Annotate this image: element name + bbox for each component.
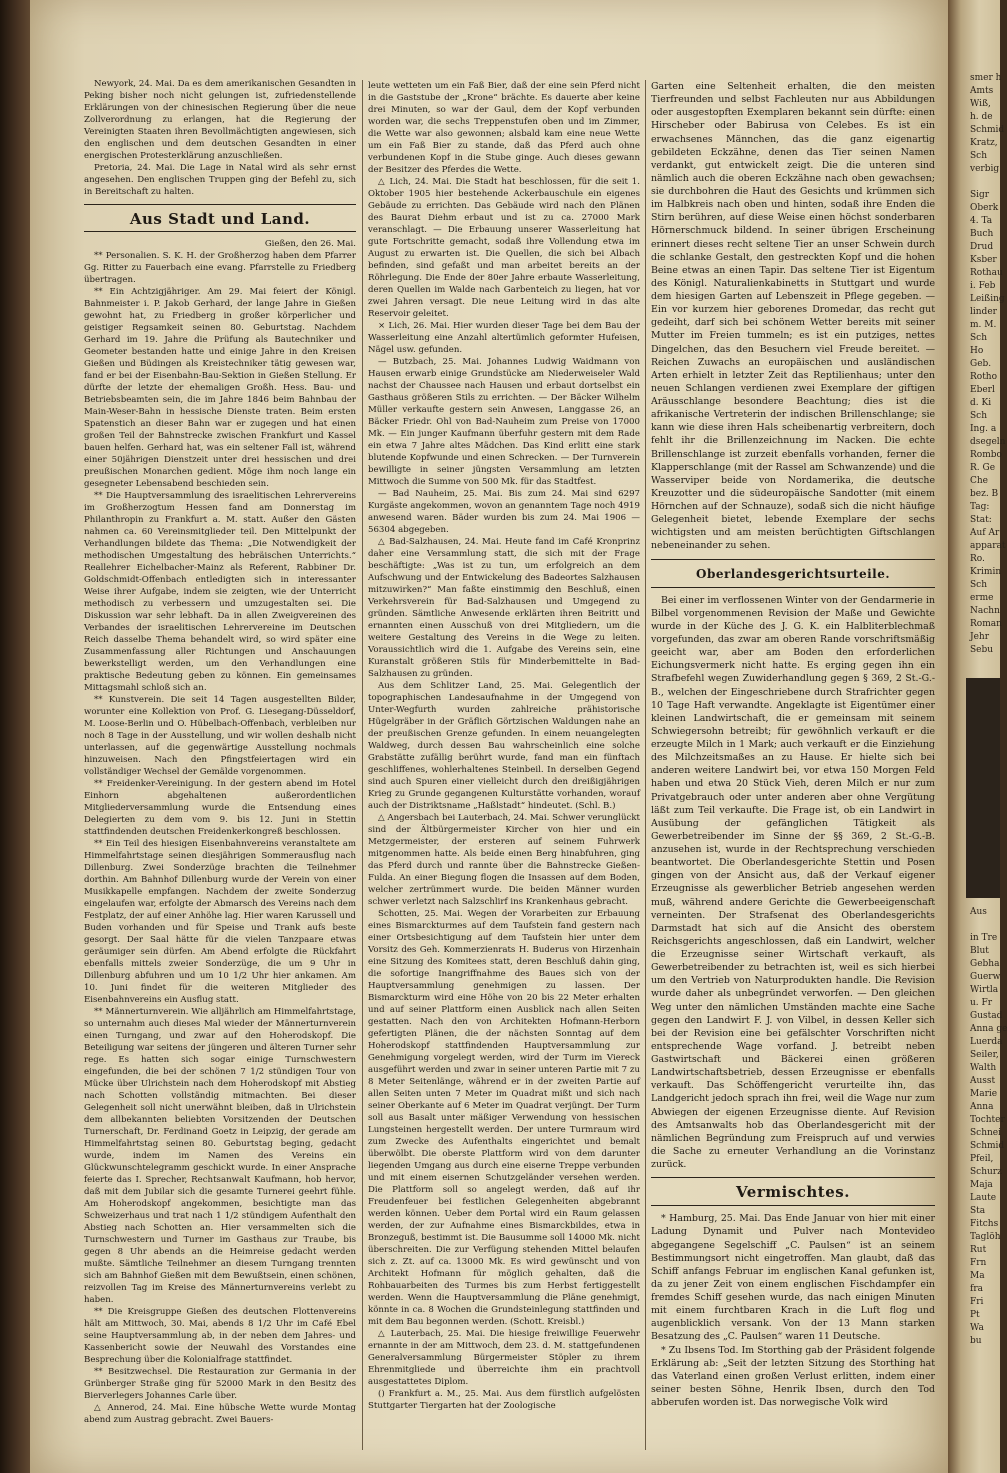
adjacent-page-text bbox=[948, 0, 1007, 1348]
adjacent-text-line: Blut bbox=[970, 946, 989, 956]
news-annerod-cont: leute wetteten um ein Faß Bier, daß der eine sein Pferd nicht in die Gaststube der „Krone“ brächte. Es dauerte aber keine drei Minuten, so war der Gaul, dem der Kopf verbunden worden war, die sechs Treppenstufen oben und im Zimmer, die Wette war also gewonnen; alsbald kam eine neue Wette um ein Faß Bier zu stande, daß das Pferd auch ohne verbundenen Kopf in die Stube ginge. Auch dieses gewann der Besitzer des Pferdes die Wette. bbox=[368, 81, 640, 175]
column-2 bbox=[368, 80, 640, 1412]
column-rule bbox=[362, 80, 363, 1450]
adjacent-text-line: Maja bbox=[970, 1180, 993, 1190]
news-pretoria: Pretoria, 24. Mai. Die Lage in Natal wird als sehr ernst angesehen. Den englischen Truppen ging der Befehl zu, sich in Bereitschaft zu halten. bbox=[84, 163, 356, 197]
adjacent-text-line: in Tre bbox=[970, 933, 998, 943]
news-achtzigjaehriger: ** Ein Achtzigjähriger. Am 29. Mai feiert der Königl. Bahnmeister i. P. Jakob Gerhard, der lange Jahre in Gießen gewohnt hat, zu Friedberg in großer körperlicher und geistiger Regsamkeit seinen 80. Geburtstag. Nachdem Gerhard im 19. Jahre die Prüfung als Bautechniker und Geometer bestanden hatte und einige Jahre in den Kreisen Gießen und Büdingen als Kreistechniker tätig gewesen war, fand er bei der Eisenbahn-Bau-Sektion in Gießen Stellung. Er dürfte der letzte der ehemaligen Großh. Hess. Bau- und Betriebsbeamten sein, die im Jahre 1846 beim Bahnbau der Main-Weser-Bahn in hessische Dienste traten. Beim ersten Spatenstich an dieser Bahn war er zugegen und hat einen großen Teil der Bahnstrecke zwischen Frankfurt und Kassel bauen helfen. Gerhard hat, was ein seltener Fall ist, während einer 50jährigen Dienstzeit unter drei hessischen und drei preußischen Monarchen gedient. Möge ihm noch lange ein gesegneter Lebensabend beschieden sein. bbox=[84, 287, 356, 489]
adjacent-text-line: m. M. bbox=[970, 320, 997, 330]
column-1 bbox=[84, 78, 356, 1426]
adjacent-text-line: Nachn bbox=[970, 606, 1000, 616]
adjacent-text-line: verbig bbox=[970, 164, 1000, 174]
section-title-stadt-und-land: Aus Stadt und Land. bbox=[129, 210, 311, 228]
adjacent-text-line: bez. B bbox=[970, 489, 999, 499]
adjacent-text-line: fra bbox=[970, 1284, 983, 1294]
adjacent-text-line: smer h bbox=[970, 73, 1002, 83]
dateline: Gießen, den 26. Mai. bbox=[264, 239, 356, 249]
news-besitzwechsel: ** Besitzwechsel. Die Restauration zur Germania in der Grünberger Straße ging für 52000 Mark in den Besitz des Bierverlegers Johannes Carle über. bbox=[84, 1367, 356, 1401]
adjacent-text-line: Tochter bbox=[970, 1115, 1005, 1125]
adjacent-text-line: Taglöh bbox=[970, 1232, 1001, 1242]
adjacent-text-line: i. Feb bbox=[970, 281, 996, 291]
adjacent-text-line: Jehr bbox=[970, 632, 990, 642]
adjacent-text-line: Gebha bbox=[970, 959, 1000, 969]
section-title-oberlandesgerichtsurteile: Oberlandesgerichtsurteile. bbox=[695, 566, 891, 581]
adjacent-text-line: Walth bbox=[970, 1063, 997, 1073]
adjacent-text-line: Schurz bbox=[970, 1167, 1002, 1177]
adjacent-text-line: Rotho bbox=[970, 372, 998, 382]
adjacent-text-line: Stat: bbox=[970, 515, 992, 525]
adjacent-text-line: Ing. a bbox=[970, 424, 997, 434]
news-lehrerverein: ** Die Hauptversammlung des israelitischen Lehrervereins im Großherzogtum Hessen fand am Donnerstag im Philanthropin zu Frankfurt a. M. statt. Außer den Gästen nahmen ca. 60 Vereinsmitglieder teil. Den Mittelpunkt der Verhandlungen bildete das Thema: „Die Notwendigkeit der methodischen Umgestaltung des hebräischen Unterrichts.“ Reallehrer Eichelbacher-Mainz als Referent, Rabbiner Dr. Goldschmidt-Offenbach entledigten sich in interessanter Weise ihrer Aufgabe, indem sie zeigten, wie der Unterricht methodisch zu verbessern und umzugestalten sei. Die Diskussion war sehr lebhaft. Da in allen Zweigvereinen des Verbandes der israelitischen Lehrervereine im Deutschen Reich dasselbe Thema behandelt wird, so wird später eine Zusammenfassung aller Richtungen und Anschauungen bewerkstelligt werden, um den Verhandlungen eine praktische Bedeutung geben zu können. Ein gemeinsames Mittagsmahl schloß sich an. bbox=[84, 491, 356, 693]
adjacent-text-line: Wiß, bbox=[970, 99, 991, 109]
column-rule bbox=[645, 80, 646, 1450]
news-annerod: △ Annerod, 24. Mai. Eine hübsche Wette wurde Montag abend zum Austrag gebracht. Zwei Bauers- bbox=[84, 1403, 356, 1425]
adjacent-text-line: Roman bbox=[970, 619, 1002, 629]
section-header-box bbox=[84, 204, 356, 232]
adjacent-text-line bbox=[948, 176, 1000, 189]
adjacent-text-line: Wirtla bbox=[970, 985, 999, 995]
adjacent-text-line: Buch bbox=[970, 229, 994, 239]
adjacent-ad-block bbox=[966, 678, 1000, 898]
adjacent-text-line: Aus bbox=[970, 907, 987, 917]
news-zoo-cont: Garten eine Seltenheit erhalten, die den meisten Tierfreunden und selbst Fachleuten nur aus Abbildungen oder ausgestopften Exemplaren bekannt sein dürfte: einen Hirscheber oder Babirusa von Celebes. Es ist ein erwachsenes Männchen, das die ganz eigenartig gebildeten Eckzähne, denen das Tier seinen Namen verdankt, gut entwickelt zeigt. Die die unteren sind nämlich auch die oberen Eckzähne nach oben gewachsen; sie durchbohren die Haut des Gesichts und krümmen sich im Halbkreis nach oben und hinten, sodaß ihre Enden die Stirn berühren, auf diese Weise einen höchst sonderbaren Hörnerschmuck bildend. In seiner übrigen Erscheinung erinnert dieses recht seltene Tier an unser Schwein durch die schlanke Gestalt, den gestreckten Kopf und die hohen Beine etwas an einen Tapir. Das seltene Tier ist Eigentum des Königl. Naturalienkabinetts in Stuttgart und wurde dem hiesigen Garten auf Lebenszeit in Pflege gegeben. — Ein vor kurzem hier geborenes Dromedar, das recht gut gedeiht, darf sich bei schönem Wetter bereits mit seiner Mutter im Freien tummeln; es ist ein putziges, nettes Dingelchen, das den Besuchern viel Freude bereitet. — Reichen Zuwachs an europäischen und ausländischen Arten erhielt in letzter Zeit das Reptilienhaus; unter den neuen Schlangen verdienen zwei Exemplare der giftigen Aräusschlange besondere Beachtung; dies ist die afrikanische Vertreterin der indischen Brillenschlange; sie kann wie diese ihren Hals scheibenartig verbreitern, doch fehlt ihr die Brillenzeichnung im Nacken. Die echte Brillenschlange ist zurzeit ebenfalls vorhanden, ferner die Klapperschlange (mit der Rassel am Schwanzende) und die Wasserviper beide von Nordamerika, die deutsche Kreuzotter und die südeuropäische Sandotter (mit einem Hörnchen auf der Schnauze), sodaß sich die nicht häufige Gelegenheit bietet, lebende Exemplare der sechs wichtigsten und am meisten berüchtigten Giftschlangen nebeneinander zu sehen. bbox=[651, 81, 935, 552]
adjacent-text-line: linder bbox=[970, 307, 997, 317]
news-kunstverein: ** Kunstverein. Die seit 14 Tagen ausgestellten Bilder, worunter eine Kollektion von Prof. G. Liesegang-Düsseldorf, M. Loose-Berlin und O. Hübelbach-Offenbach, verbleiben nur noch 8 Tage in der Ausstellung, und wir wollen deshalb nicht unterlassen, auf die gegenwärtige Ausstellung nochmals hinzuweisen. Nach den Pfingstfeiertagen wird ein vollständiger Wechsel der Gemälde vorgenommen. bbox=[84, 695, 356, 777]
adjacent-text-line: Che bbox=[970, 476, 989, 486]
news-frankfurt: () Frankfurt a. M., 25. Mai. Aus dem fürstlich aufgelösten Stuttgarter Tiergarten hat der Zoologische bbox=[368, 1389, 640, 1411]
news-flottenverein: ** Die Kreisgruppe Gießen des deutschen Flottenvereins hält am Mittwoch, 30. Mai, abends 8 1/2 Uhr im Café Ebel seine Hauptversammlung ab, in der neben dem Jahres- und Kassenbericht sowie der Neuwahl des Vorstandes eine Besprechung über die Kolonialfrage stattfindet. bbox=[84, 1307, 356, 1365]
adjacent-text-line bbox=[948, 919, 1000, 932]
adjacent-text-line: Sch bbox=[970, 151, 988, 161]
adjacent-text-line: Schmid bbox=[970, 1141, 1005, 1151]
news-lauterbach: △ Lauterbach, 25. Mai. Die hiesige freiwillige Feuerwehr ernannte in der am Mittwoch, dem 23. d. M. stattgefundenen Generalversammlung Bürgermeister Stöpler zu ihrem Ehrenmitgliede und überreichte ihm ein prachtvoll ausgestattetes Diplom. bbox=[368, 1329, 640, 1387]
news-butzbach: — Butzbach, 25. Mai. Johannes Ludwig Waidmann von Hausen erwarb einige Grundstücke am Niederweiseler Wald nachst der Chaussee nach Hausen und erbaut dortselbst ein Gasthaus größeren Stils zu errichten. — Der Bäcker Wilhelm Müller verkaufte gestern sein Anwesen, Langgasse 26, an Bäcker Friedr. Ohl von Bad-Nauheim zum Preise von 17000 Mk. — Ein junger Kaufmann überfuhr gestern mit dem Rade ein etwa 7 Jahre altes Mädchen. Das Kind erlitt eine stark blutende Kopfwunde und einen Schrecken. — Der Turnverein bewilligte in seiner jüngsten Versammlung am letzten Mittwoch die Summe von 500 Mk. für das Stadtfest. bbox=[368, 357, 640, 487]
adjacent-text-line: Drud bbox=[970, 242, 994, 252]
adjacent-text-line: Tag: bbox=[970, 502, 990, 512]
adjacent-text-line: Geb. bbox=[970, 359, 992, 369]
adjacent-text-line: Sch bbox=[970, 411, 988, 421]
adjacent-text-line: Gustad bbox=[970, 1011, 1003, 1021]
adjacent-text-line: Sch bbox=[970, 580, 988, 590]
adjacent-text-line: Leißing bbox=[970, 294, 1005, 304]
adjacent-text-line: Luerda bbox=[970, 1037, 1003, 1047]
section-title-vermischtes: Vermischtes. bbox=[736, 1183, 850, 1202]
adjacent-text-line: Rombo bbox=[970, 450, 1002, 460]
news-ibsen: * Zu Ibsens Tod. Im Storthing gab der Präsident folgende Erklärung ab: „Seit der letzten Sitzung des Storthing hat das Vaterland einen großen Verlust erlitten, indem einer seiner besten Söhne, Henrik Ibsen, durch den Tod abberufen worden ist. Das norwegische Volk wird bbox=[651, 1344, 935, 1408]
adjacent-text-line bbox=[948, 657, 1000, 670]
adjacent-text-line: Ro. bbox=[970, 554, 985, 564]
adjacent-text-line: Laute bbox=[970, 1193, 997, 1203]
news-lich-2: × Lich, 26. Mai. Hier wurden dieser Tage bei dem Bau der Wasserleitung eine Anzahl altertümlich geformter Hufeisen, Nägel usw. gefunden. bbox=[368, 321, 640, 355]
adjacent-text-line: Seiler, bbox=[970, 1050, 999, 1060]
adjacent-page bbox=[948, 0, 1007, 1473]
news-gerichtsurteil: Bei einer im verflossenen Winter von der Gendarmerie in Bilbel vorgenommenen Revision der Maße und Gewichte wurde in der Küche des J. G. K. ein Halbliterblechmaß vorgefunden, das zwar am oberen Rande vorschriftsmäßig geeicht war, aber am Boden den erforderlichen Eichungsvermerk nicht hatte. Es erging gegen ihn ein Strafbefehl wegen Zuwiderhandlung gegen § 369, 2 St.-G.-B., welchen der Eingeschriebene durch Strafrichter gegen 10 Tage Haft verwandte. Angeklagte ist Eigentümer einer kleinen Landwirtschaft, die er gemeinsam mit seinem Schwiegersohn betreibt; für gewöhnlich verkauft er die erzeugte Milch in 1 Mark; auch verkauft er die Einziehung des Milchzeitsmaßes an zu Hause. Er hielte sich bei anderen weitere Landwirt bei, vor etwa 150 Morgen Feld haben und etwa 20 Stück Vieh, deren Milch er nur zum Privatgebrauch oder unter anderen aber ohne Vergütung läßt zum Teil verkaufte. Die Frage ist, ob ein Landwirt in Ausübung der gefänglichen Tätigkeit als Gewerbetreibender im Sinne der §§ 369, 2 St.-G.-B. anzusehen ist, wurde in der Rechtsprechung verschieden beantwortet. Die Oberlandesgerichte Stettin und Posen gingen von der Ansicht aus, daß der Verkauf eigener Erzeugnisse als gewerblicher Betrieb angesehen werden muß, während andere Gerichte die Gewerbeeigenschaft verneinten. Der Strafsenat des Oberlandesgerichts Darmstadt hat sich auf die Ansicht des oberstem Reichsgerichts angeschlossen, daß ein Landwirt, welcher die Erzeugnisse seiner Wirtschaft verkauft, als Gewerbetreibender zu betrachten ist, weil es sich hierbei um den Vertrieb von Naturprodukten handle. Die Revision wurde daher als unbegründet verworfen. — Den gleichen Weg unter den nämlichen Umständen machte eine Sache gegen den Landwirt F. J. von Vilbel, in dessen Keller sich bei der Revision eine bei gefälschter Vorschriften nicht entsprechende Wage vorfand. J. betreibt neben Gastwirtschaft und Bäckerei einen größeren Landwirtschaftsbetrieb, dessen Erzeugnisse er ebenfalls verkauft. Das Schöffengericht verurteilte ihn, das Landgericht jedoch sprach ihn frei, weil die Wage nur zum Abwiegen der eigenen Erzeugnisse diente. Auf Revision des Amtsanwalts hob das Oberlandesgericht mit der nämlichen Begründung zum Freispruch auf und verwies die Sache zu erneuter Verhandlung an die Vorinstanz zurück. bbox=[651, 594, 935, 1170]
news-schotten: Schotten, 25. Mai. Wegen der Vorarbeiten zur Erbauung eines Bismarckturmes auf dem Taufstein fand gestern nach einer Ortsbesichtigung auf dem Taufstein hier unter dem Vorsitz des Geh. Kommerzienrats H. Buderus von Hirzenhain eine Sitzung des Komitees statt, deren Beschluß dahin ging, die sofortige Inangriffnahme des Baues sich von der Hauptversammlung genehmigen zu lassen. Der Bismarckturm wird eine Höhe von 20 bis 22 Meter erhalten und auf seiner Plattform einen Ausblick nach allen Seiten gestatten. Nach den von Architekten Hofmann-Herborn gefertigten Plänen, die der nächsten Sonntag auf dem Hoherodskopf stattfindenden Hauptversammlung zur Genehmigung vorgelegt werden, wird der Turm im Viereck ausgeführt werden und zwar in seiner unteren Partie mit 7 zu 8 Meter Seitenlänge, während er in der zweiten Partie auf allen Seiten unten 7 Meter im Quadrat mißt und sich nach seiner Oberkante auf 6 Meter im Quadrat verjüngt. Der Turm soll aus Basalt unter mäßiger Verwendung von hessischen Lungsteinen hergestellt werden. Der untere Turmraum wird zum Zwecke des Aufenthalts eingerichtet und bemalt überwölbt. Die oberste Plattform wird von dem darunter liegenden Umgang aus durch eine eiserne Treppe verbunden und mit einem eisernen Schutzgeländer versehen werden. Die Plattform soll so angelegt werden, daß auf ihr Freudenfeuer bei festlichen Gelegenheiten abgebrannt werden können. Ueber dem Portal wird ein Raum gelassen werden, der zur Aufnahme eines Bismarckbildes, etwa in Bronzeguß, bestimmt ist. Die Bausumme soll 14000 Mk. nicht überschreiten. Die zur Verfügung stehenden Mittel belaufen sich z. Zt. auf ca. 13000 Mk. Es wird gewünscht und von Architekt Hofmann für möglich gehalten, daß die Rohbauarbeiten des Turmes bis zum Herbst fertiggestellt werden. Wenn die Hauptversammlung die Pläne genehmigt, könnte in ca. 8 Wochen die Grundsteinlegung stattfinden und mit dem Bau begonnen werden. (Schott. Kreisbl.) bbox=[368, 909, 640, 1327]
adjacent-text-line: bu bbox=[970, 1336, 982, 1346]
adjacent-text-line: Auf Ar bbox=[970, 528, 1000, 538]
news-angersbach: △ Angersbach bei Lauterbach, 24. Mai. Schwer verunglückt sind der Ältbürgermeister Kircher von hier und ein Metzgermeister, der ersteren auf seinem Fuhrwerk mitgenommen hatte. Als beide einen Berg hinabfuhren, ging das Pferd durch und rannte über die Bahnstrecke Gießen-Fulda. An einer Biegung flogen die Insassen auf dem Boden, welcher zertrümmert wurde. Die beiden Männer wurden schwer verletzt nach Salzschlirf ins Krankenhaus gebracht. bbox=[368, 813, 640, 907]
adjacent-text-line: Wa bbox=[970, 1323, 984, 1333]
news-schlitzer-land: Aus dem Schlitzer Land, 25. Mai. Gelegentlich der topographischen Landesaufnahme in der Umgegend von Unter-Wegfurth wurden zahlreiche prähistorische Hügelgräber in der Gräflich Görtzischen Waldungen nahe an der preußischen Grenze gefunden. In einem neuangelegten Waldweg, durch dessen Bau wahrscheinlich eine solche Grabstätte zufällig berührt wurde, fand man ein fünftach geschliffenes, wohlerhaltenes Steinbeil. In derselben Gegend sind auch Spuren einer vielleicht durch den dreißigjährigen Krieg zu Grunde gegangenen Kulturstätte vorhanden, worauf auch der Distriktsname „Haßlstadt“ hindeutet. (Schl. B.) bbox=[368, 681, 640, 811]
adjacent-text-line: Sigr bbox=[970, 190, 990, 200]
adjacent-text-line: Schnei bbox=[970, 1128, 1002, 1138]
news-freidenker: ** Freidenker-Vereinigung. In der gestern abend im Hotel Einhorn abgehaltenen außerordentlichen Mitgliederversammlung wurde die Entsendung eines Delegierten zu dem vom 9. bis 12. Juni in Stettin stattfindenden deutschen Freidenkerkongreß beschlossen. bbox=[84, 779, 356, 837]
adjacent-text-line: Kratz, bbox=[970, 138, 998, 148]
adjacent-text-line: Pt bbox=[970, 1310, 980, 1320]
adjacent-text-line: d. Ki bbox=[970, 398, 992, 408]
adjacent-text-line: h. de bbox=[970, 112, 993, 122]
adjacent-text-line: R. Ge bbox=[970, 463, 996, 473]
adjacent-text-line: Sebu bbox=[970, 645, 994, 655]
adjacent-text-line: Rut bbox=[970, 1245, 987, 1255]
section-header-box bbox=[651, 1177, 935, 1206]
news-newyork: Newyork, 24. Mai. Da es dem amerikanischen Gesandten in Peking bisher noch nicht gelungen ist, zufriedenstellende Erklärungen von der chinesischen Regierung über die neue Zollverordnung zu erlangen, hat die Regierung der Vereinigten Staaten ihren Bevollmächtigten angewiesen, sich den englischen und dem deutschen Gesandten in einer energischen Protesterklärung anzuschließen. bbox=[84, 79, 356, 161]
adjacent-text-line: Fri bbox=[970, 1297, 984, 1307]
news-maennerturnverein: ** Männerturnverein. Wie alljährlich am Himmelfahrtstage, so unternahm auch dieses Mal wieder der Männerturnverein einen Turngang, und zwar auf den Hoherodskopf. Die Beteiligung war seitens der jüngeren und älteren Turner sehr rege. Es hatten sich sogar einige Turnschwestern eingefunden, die bei der schönen 7 1/2 stündigen Tour von Mücke über Ulrichstein nach dem Hoherodskopf mit Abstieg nach Schotten vollständig mitmachten. Bei dieser Gelegenheit soll nicht unerwähnt bleiben, daß in Ulrichstein dem allbekannten beliebten Vorsitzenden der Deutschen Turnerschaft, Dr. Ferdinand Goetz in Leipzig, der gerade am Himmelfahrtstag seinen 80. Geburtstag beging, gedacht wurde, indem im Namen des Vereins ein Glückwunschtelegramm geschickt wurde. In einer Ansprache feierte das I. Sprecher, Rechtsanwalt Kaufmann, hob hervor, daß mit dem Jubilar sich die gesamte Turnerei geehrt fühle. Am Hoherodskopf angekommen, besichtigte man das Schweizerhaus und trat nach 1 1/2 stündigem Aufenthalt den Abstieg nach Schotten an. Hier versammelten sich die Turnschwestern und Turner im Gasthaus zur Traube, bis gegen 8 Uhr abends an die Heimreise gedacht werden mußte. Sämtliche Teilnehmer an diesem Turngang trennten sich am Bahnhof Gießen mit dem Bewußtsein, einen schönen, reizvollen Tag im Kreise des Männerturnvereins verlebt zu haben. bbox=[84, 1007, 356, 1305]
adjacent-text-line: Fitchs bbox=[970, 1219, 999, 1229]
adjacent-text-line: Marie bbox=[970, 1089, 998, 1099]
column-3 bbox=[651, 80, 935, 1409]
news-personalien: ** Personalien. S. K. H. der Großherzog haben dem Pfarrer Gg. Ritter zu Fauerbach eine evang. Pfarrstelle zu Friedberg übertragen. bbox=[84, 251, 356, 285]
adjacent-text-line: Anna ge bbox=[970, 1024, 1007, 1034]
news-hamburg: * Hamburg, 25. Mai. Das Ende Januar von hier mit einer Ladung Dynamit und Pulver nach Montevideo abgegangene Segelschiff „C. Paulsen“ ist an seinem Bestimmungsort nicht eingetroffen. Man glaubt, daß das Schiff anfangs Februar im englischen Kanal gefunken ist, da zu jener Zeit von einem englischen Fischdampfer ein fremdes Schiff gesehen wurde, das nach einigen Minuten mit einem furchtbaren Krach in die Luft flog und augenblicklich versank. Von der 13 Mann starken Besatzung des „C. Paulsen“ waren 11 Deutsche. bbox=[651, 1213, 935, 1343]
news-bad-salzhausen: △ Bad-Salzhausen, 24. Mai. Heute fand im Café Kronprinz daher eine Versammlung statt, die sich mit der Frage beschäftigte: „Was ist zu tun, um erfolgreich an dem Aufschwung und der Entwickelung des Badeortes Salzhausen mitzuwirken?“ Man faßte einstimmig den Beschluß, einen Verkehrsverein für Bad-Salzhausen und Umgegend zu gründen. Sämtliche Anwesende erklärten ihren Beitritt und ernannten einen Ausschuß von drei Mitgliedern, um die weitere Gestaltung des Vereins in die Wege zu leiten. Voraussichtlich wird die 1. Aufgabe des Vereins sein, eine Kuranstalt größeren Stils für Minderbemittelte in Bad-Salzhausen zu gründen. bbox=[368, 537, 640, 679]
adjacent-text-line: Rothau bbox=[970, 268, 1003, 278]
adjacent-text-line: Amts bbox=[970, 86, 994, 96]
adjacent-text-line: erme bbox=[970, 593, 994, 603]
adjacent-text-line: u. Fr bbox=[970, 998, 993, 1008]
section-header-box bbox=[651, 559, 935, 588]
adjacent-text-line: Anna bbox=[970, 1102, 994, 1112]
adjacent-text-line: Sta bbox=[970, 1206, 986, 1216]
adjacent-text-line: Krimin bbox=[970, 567, 1002, 577]
adjacent-text-line: Ksber bbox=[970, 255, 997, 265]
news-lich-1: △ Lich, 24. Mai. Die Stadt hat beschlossen, für die seit 1. Oktober 1905 hier bestehende Ackerbauschule ein eigenes Gebäude zu errichten. Das Gebäude wird nach den Plänen des Baurat Diehm erbaut und ist zu ca. 27000 Mark veranschlagt. — Die Erbauung unserer Wasserleitung hat gute Fortschritte gemacht, sodaß ihre Vollendung etwa im August zu erwarten ist. Die Quellen, die sich bei Albach befinden, sind gefaßt und man arbeitet bereits an der Röhrlegung. Die Ende der 80er Jahre erbaute Wasserleitung, deren Quellen im Walde nach Garbenteich zu liegen, hat vor zwei Jahren versagt. Die neue Leitung wird in das alte Reservoir geleitet. bbox=[368, 177, 640, 319]
adjacent-text-line: Sch bbox=[970, 333, 988, 343]
adjacent-text-line: Ausst bbox=[970, 1076, 996, 1086]
adjacent-text-line: Ho bbox=[970, 346, 984, 356]
news-eisenbahnverein: ** Ein Teil des hiesigen Eisenbahnvereins veranstaltete am Himmelfahrtstage seinen diesjährigen Sommerausflug nach Dillenburg. Zwei Sonderzüge brachten die Teilnehmer dorthin. Am Bahnhof Dillenburg wurde der Verein von einer Musikkapelle empfangen. Nachdem der zweite Sonderzug eingelaufen war, erfolgte der Abmarsch des Vereins nach dem Festplatz, der auf einer Anhöhe lag. Hier waren Karussell und Buden vorhanden und für Speise und Trank aufs beste gesorgt. Der Saal hätte für die vielen Tanzpaare etwas geräumiger sein dürfen. Am Abend erfolgte die Rückfahrt ebenfalls mittels zweier Sonderzüge, die um 9 Uhr in Dillenburg abfuhren und um 10 1/2 Uhr hier ankamen. Am 10. Juni findet für die weiteren Mitglieder des Eisenbahnvereins ein Ausflug statt. bbox=[84, 839, 356, 1005]
adjacent-text-line: Guerw bbox=[970, 972, 1001, 982]
news-bad-nauheim: — Bad Nauheim, 25. Mai. Bis zum 24. Mai sind 6297 Kurgäste angekommen, wovon an genanntem Tage noch 4919 anwesend waren. Bäder wurden bis zum 24. Mai 1906 — 56304 abgegeben. bbox=[368, 489, 640, 535]
adjacent-text-line: dsegeln bbox=[970, 437, 1006, 447]
adjacent-text-line: 4. Ta bbox=[970, 216, 993, 226]
adjacent-text-line: apparat bbox=[970, 541, 1006, 551]
adjacent-text-line: Pfeil, bbox=[970, 1154, 994, 1164]
adjacent-text-line: Schmid bbox=[970, 125, 1005, 135]
adjacent-text-line: Ma bbox=[970, 1271, 985, 1281]
adjacent-text-line: Oberk bbox=[970, 203, 999, 213]
adjacent-text-line: Frn bbox=[970, 1258, 987, 1268]
adjacent-text-line: Eberl bbox=[970, 385, 995, 395]
